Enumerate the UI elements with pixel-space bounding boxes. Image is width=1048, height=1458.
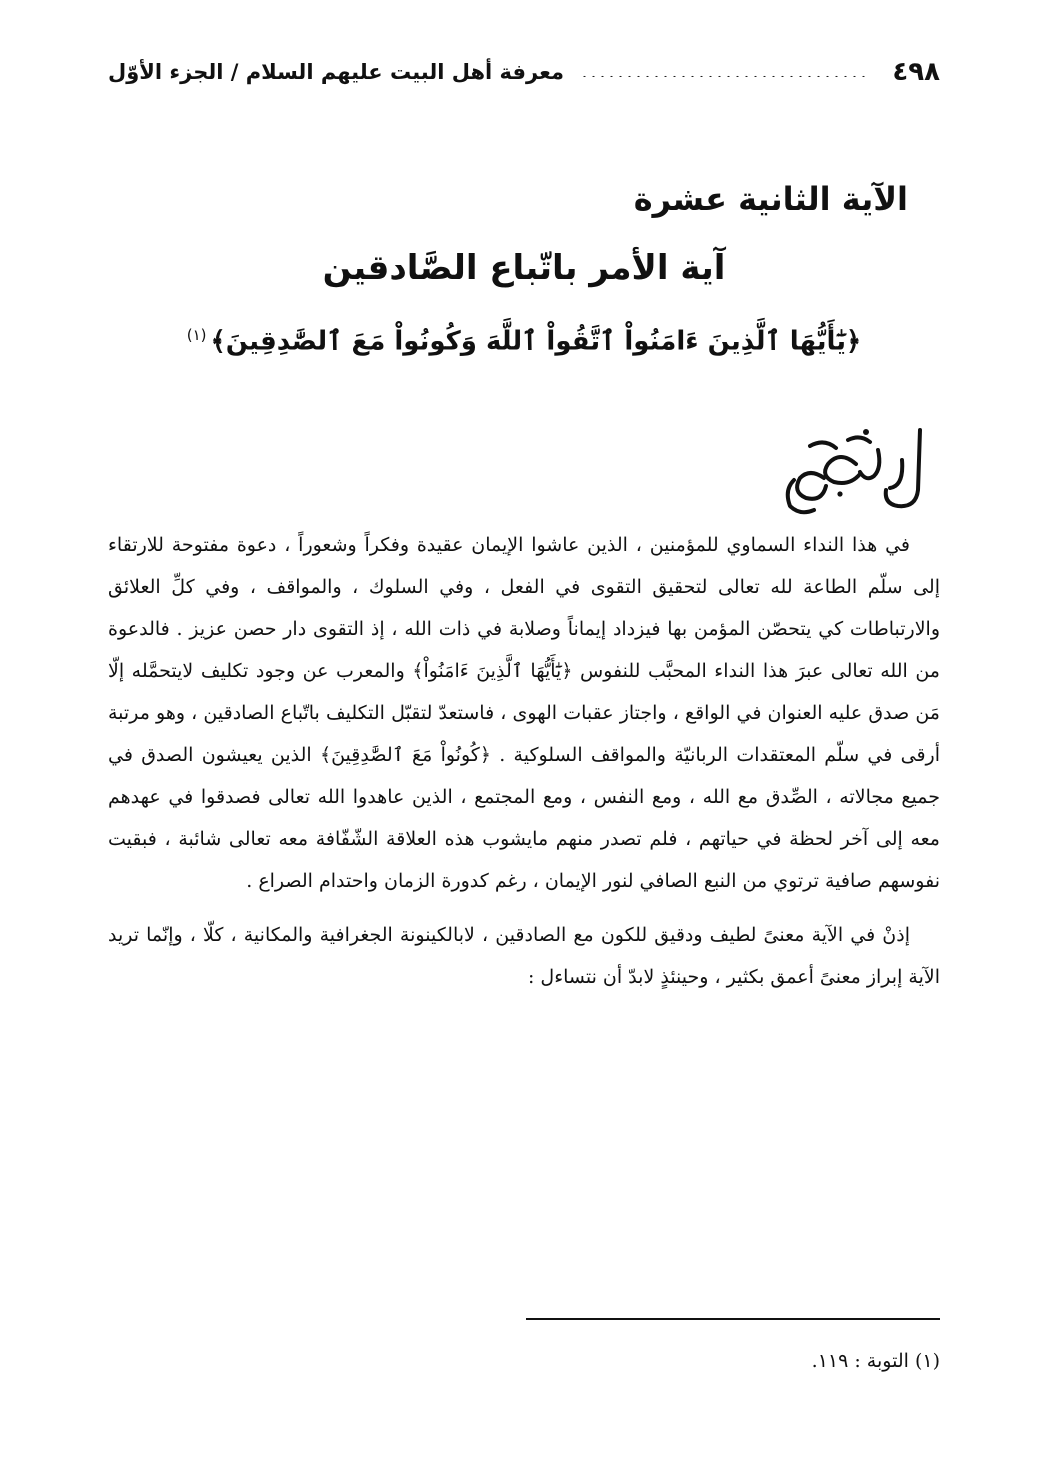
body-text (108, 524, 940, 998)
footnote-reference: (١) (186, 326, 207, 344)
paragraph: في هذا النداء السماوي للمؤمنين ، الذين عاشوا الإيمان عقيدة وفكراً وشعوراً ، دعوة مفتوحة للارتقاء إلى سلّم الطاعة لله تعالى لتحقيق التقوى في الفعل ، وفي السلوك ، والمواقف ، وفي كلِّ العلائق والارتباطات كي يتحصّن المؤمن بها فيزداد إيماناً وصلابة في ذات الله ، إذ التقوى دار حصن عزيز . فالدعوة من الله تعالى عبرَ هذا النداء المحبَّب للنفوس ﴿يَٰٓأَيُّهَا ٱلَّذِينَ ءَامَنُواْ﴾ والمعرب عن وجود تكليف لايتحمَّله إلّا مَن صدق عليه العنوان في الواقع ، واجتاز عقبات الهوى ، فاستعدّ لتقبّل التكليف باتّباع الصادقين ، وهو مرتبة أرقى في سلّم المعتقدات الربانيّة والمواقف السلوكية . ﴿كُونُواْ مَعَ ٱلصَّٰدِقِينَ﴾ الذين يعيشون الصدق في جميع مجالاته ، الصِّدق مع الله ، ومع النفس ، ومع المجتمع ، الذين عاهدوا الله تعالى فصدقوا في عهدهم معه إلى آخر لحظة في حياتهم ، فلم تصدر منهم مايشوب هذه العلاقة الشّفّافة معه تعالى شائبة ، فبقيت نفوسهم صافية ترتوي من النبع الصافي لنور الإيمان ، رغم كدورة الزمان واحتدام الصراع . (108, 534, 940, 892)
book-title: معرفة أهل البيت عليهم السلام / الجزء الأوّل (108, 60, 564, 84)
calligraphy-image (770, 420, 930, 520)
footnote-separator (526, 1318, 940, 1320)
intro-calligraphy-heading (770, 420, 930, 520)
footnote: (١) التوبة : ١١٩. (811, 1350, 940, 1372)
paragraph: إذنْ في الآية معنىً لطيف ودقيق للكون مع الصادقين ، لابالكينونة الجغرافية والمكانية ، كلّا ، وإنّما تريد الآية إبراز معنىً أعمق بكثير ، وحينئذٍ لابدّ أن نتساءل : (108, 924, 940, 988)
running-header (108, 52, 940, 92)
header-dot-leader (580, 75, 868, 77)
quran-verse: ﴿يَٰٓأَيُّهَا ٱلَّذِينَ ءَامَنُواْ ٱتَّقُواْ ٱللَّهَ وَكُونُواْ مَعَ ٱلصَّٰدِقِينَ﴾ (210, 326, 862, 357)
page-number: ٤٩٨ (892, 57, 940, 87)
section-title: آية الأمر باتّباع الصَّادقين (322, 248, 726, 288)
verse-line (0, 326, 1048, 357)
section-number-heading: الآية الثانية عشرة (633, 180, 908, 218)
